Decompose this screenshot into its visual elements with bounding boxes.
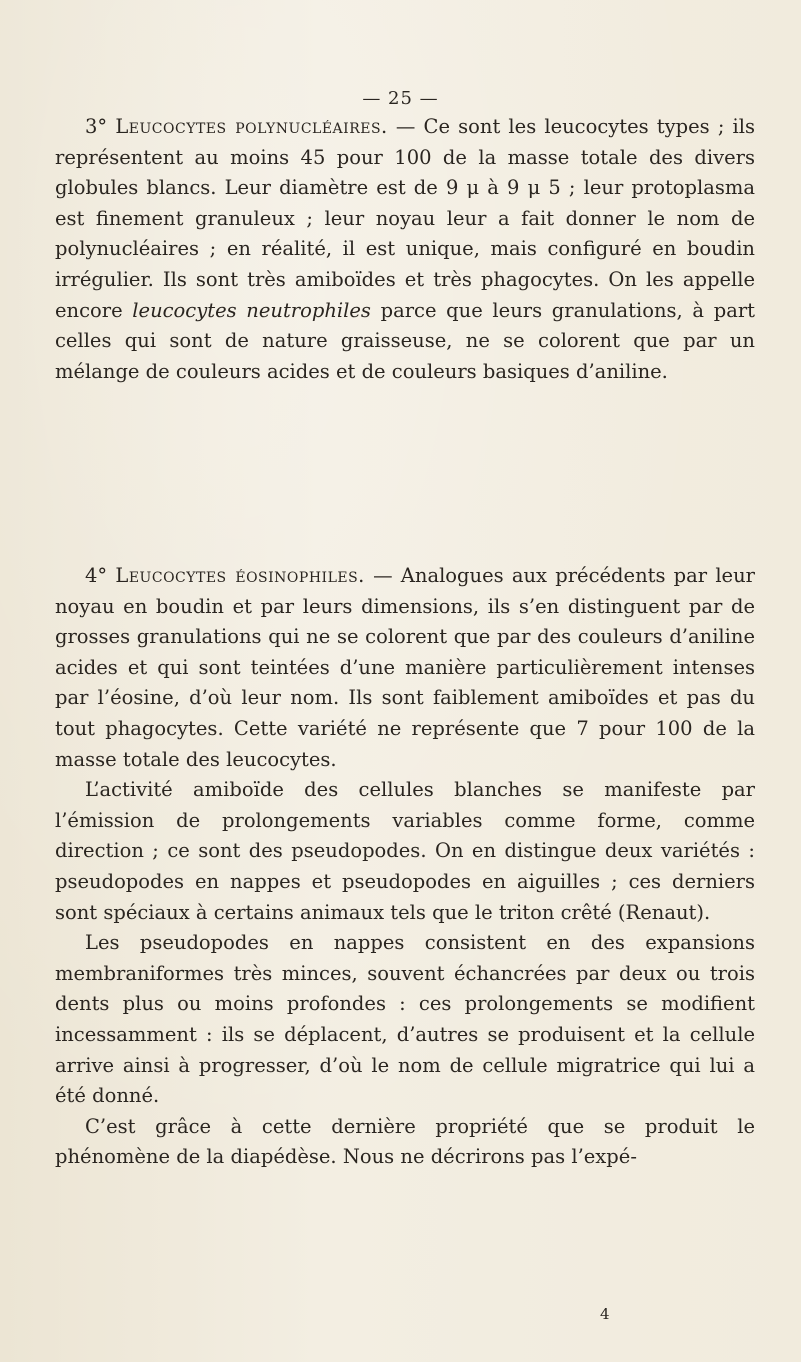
paragraph-text: — Ce sont les leucocytes types ; ils représentent au moins 45 pour 100 de la masse totale des divers globules blancs. Leur diamètre est de 9 μ à 9 μ 5 ; leur protoplasma est finement granuleux ; leur noyau leur a fait donner le nom de polynucléaires ; en réalité, il est unique, mais configuré en boudin irrégulier. Ils sont très amiboïdes et très phagocytes. On les appelle encore: [55, 115, 756, 322]
section-number: 3°: [85, 115, 108, 138]
paragraph-text: parce que leurs granulations, à part celles qui sont de nature graisseuse, ne se colorent que par un mélange de couleurs acides et de couleurs basiques d’aniline.: [55, 298, 755, 383]
section-polynuclear: [55, 112, 755, 387]
page-number: — 25 —: [362, 88, 439, 109]
section-number: 4°: [85, 564, 108, 587]
section-heading: Leucocytes éosinophiles.: [115, 564, 365, 587]
paragraph-polynuclear-leucocytes: [55, 112, 755, 387]
paragraph-pseudopods: Les pseudopodes en nappes consistent en des expansions membraniformes très minces, souvent échancrées par deux ou trois dents plus ou moins profondes : ces prolongements se modifient incessamment : ils se déplacent, d’autres se produisent et la cellule arrive ainsi à progresser, d’où le nom de cellule migratrice qui lui a été donné.: [55, 931, 755, 1108]
section-heading: Leucocytes polynucléaires.: [115, 115, 388, 138]
paragraph-diapedesis: C’est grâce à cette dernière propriété que se produit le phénomène de la diapédèse. Nous ne décrirons pas l’expé-: [55, 1114, 755, 1169]
signature-mark: 4: [600, 1305, 610, 1323]
paragraph-ameboid-activity: L’activité amiboïde des cellules blanches se manifeste par l’émission de prolongements variables comme forme, comme direction ; ce sont des pseudopodes. On en distingue deux variétés : pseudopodes en nappes et pseudopodes en aiguilles ; ces derniers sont spéciaux à certains animaux tels que le triton crêté (Renaut).: [55, 778, 755, 924]
section-eosinophil: [55, 561, 755, 1173]
paragraph-eosinophil-leucocytes: [55, 561, 755, 775]
paragraph-text: — Analogues aux précédents par leur noyau en boudin et par leurs dimensions, ils s’en distinguent par de grosses granulations qui ne se colorent que par des couleurs d’aniline acides et qui sont teintées d’une manière particulièrement intenses par l’éosine, d’où leur nom. Ils sont faiblement amiboïdes et pas du tout phagocytes. Cette variété ne représente que 7 pour 100 de la masse totale des leucocytes.: [55, 564, 755, 771]
italic-term: leucocytes neutrophiles: [132, 298, 371, 322]
